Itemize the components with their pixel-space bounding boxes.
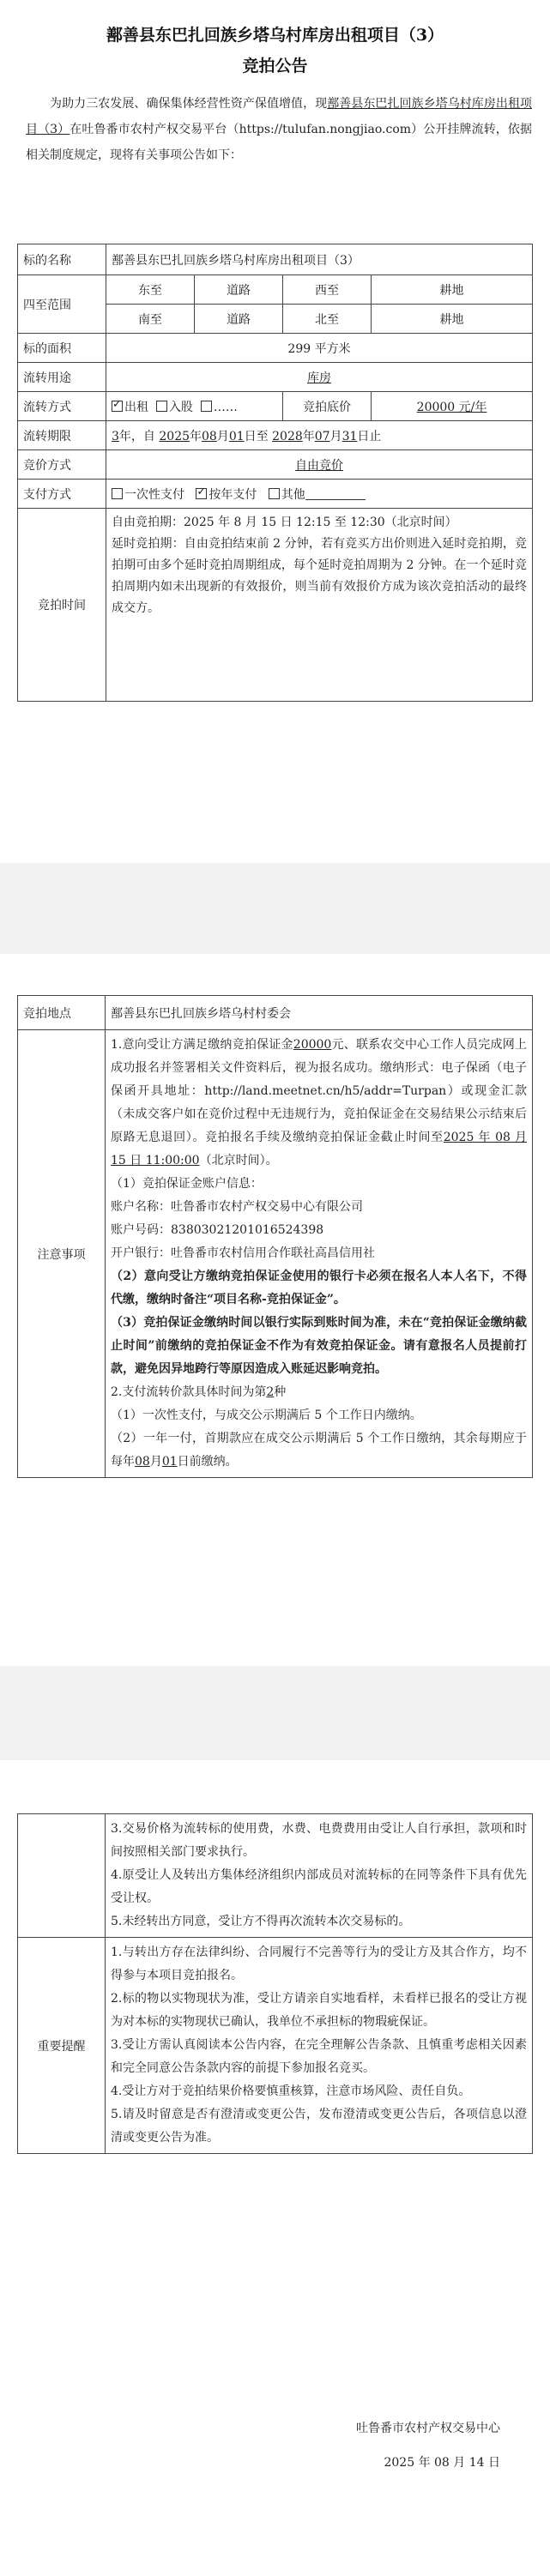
label-notes: 注意事项 (18, 1030, 106, 1478)
notes-table (17, 995, 533, 1478)
bid-place-value: 鄯善县东巴扎回族乡塔乌村村委会 (106, 996, 533, 1030)
note-deposit-time: （3）竞拍保证金缴纳时间以银行实际到账时间为准，未在“竞拍保证金缴纳截止时间”前缴纳的竞拍保证金不作为有效竞拍保证金。请有意报名人员提前打款，避免因异地跨行等原因造成入账延迟影响竞拍。 (111, 1316, 527, 1376)
account-title: （1）竞拍保证金账户信息： (111, 1177, 263, 1191)
notice-title: 鄯善县东巴扎回族乡塔乌村库房出租项目（3） (106, 26, 444, 45)
pay-other-checkbox (269, 488, 280, 499)
base-price-value: 20000 元/年 (372, 392, 533, 421)
notice-subtitle: 竞拍公告 (242, 57, 308, 75)
area-value: 299 平方米 (106, 334, 533, 363)
free-bid-period: 自由竞拍期：2025 年 8 月 15 日 12:15 至 12:30（北京时间） (112, 516, 457, 529)
west-label: 西至 (283, 275, 372, 305)
payment-options: 一次性支付 ✓ 按年支付 其他 (106, 480, 533, 509)
reminder-content (106, 1938, 533, 2154)
reminder-3: 3.受让方需认真阅读本公告内容，在完全理解公告条款、且慎重考虑相关因素和完全同意公告条款内容的前提下参加报名竞买。 (111, 2038, 527, 2075)
account-name: 账户名称：吐鲁番市农村产权交易中心有限公司 (111, 1200, 363, 1214)
note-4: 4.原受让人及转出方集体经济组织内部成员对流转标的在同等条件下具有优先受让权。 (111, 1868, 527, 1905)
pay-once-checkbox (112, 488, 123, 499)
bid-time-value (106, 509, 533, 702)
page-gap (0, 863, 550, 954)
pay-yearly-checkbox (196, 488, 207, 499)
term-value: 3年，自 2025年08月01日至 2028年07月31日止 (106, 421, 533, 450)
intro-paragraph: 为助力三农发展、确保集体经营性资产保值增值，现鄯善县东巴扎回族乡塔乌村库房出租项目（3）在吐鲁番市农村产权交易平台（https://tulufan.nongjiao.com）公开挂牌流转，依据相关制度规定，现将有关事项公告如下： (26, 97, 533, 162)
label-base-price: 竞拍底价 (283, 392, 372, 421)
south-label: 南至 (106, 305, 195, 334)
reminder-2: 2.标的物以实物现状为准，受让方请亲自实地看样，未看样已报名的受让方视为对本标的实物现状已确认，我单位不承担标的物瑕疵保证。 (111, 1992, 527, 2029)
issuer-name: 吐鲁番市农村产权交易中心 (356, 2422, 500, 2435)
mode-share-checkbox (156, 401, 167, 412)
label-bid-mode: 竞价方式 (18, 450, 106, 480)
label-bid-place: 竞拍地点 (18, 996, 106, 1030)
notes-continued (106, 1814, 533, 1938)
north-value: 耕地 (372, 305, 533, 334)
reminder-5: 5.请及时留意是否有澄清或变更公告，发布澄清或变更公告后，各项信息以澄清或变更公告为准。 (111, 2108, 527, 2145)
label-bid-time: 竞拍时间 (18, 509, 106, 702)
note-2-option-2: （2）一年一付，首期款应在成交公示期满后 5 个工作日缴纳，其余每期应于每年08月01日前缴纳。 (111, 1432, 527, 1469)
label-use: 流转用途 (18, 363, 106, 392)
label-mode: 流转方式 (18, 392, 106, 421)
bid-mode-value: 自由竞价 (106, 450, 533, 480)
label-term: 流转期限 (18, 421, 106, 450)
note-3: 3.交易价格为流转标的使用费，水费、电费费用由受让人自行承担，款项和时间按照相关部门要求执行。 (111, 1822, 527, 1859)
reminder-1: 1.与转出方存在法律纠纷、合同履行不完善等行为的受让方及其合作方，均不得参与本项目竞拍报名。 (111, 1946, 527, 1982)
page-2 (0, 954, 550, 1666)
page-1 (0, 0, 550, 863)
account-number: 账户号码：83803021201016524398 (111, 1223, 324, 1237)
label-payment: 支付方式 (18, 480, 106, 509)
east-label: 东至 (106, 275, 195, 305)
label-boundaries: 四至范围 (18, 275, 106, 334)
north-label: 北至 (283, 305, 372, 334)
issue-date: 2025 年 08 月 14 日 (384, 2456, 500, 2470)
note-2-option-1: （1）一次性支付，与成交公示期满后 5 个工作日内缴纳。 (111, 1409, 422, 1422)
account-bank: 开户银行：吐鲁番市农村信用合作联社高昌信用社 (111, 1246, 375, 1260)
target-name: 鄯善县东巴扎回族乡塔乌村库房出租项目（3） (106, 244, 533, 275)
info-table (17, 244, 533, 702)
reminder-4: 4.受让方对于竞拍结果价格要慎重核算，注意市场风险、责任自负。 (111, 2084, 471, 2098)
use-value: 库房 (106, 363, 533, 392)
label-target-name: 标的名称 (18, 244, 106, 275)
mode-other-checkbox (201, 401, 212, 412)
note-bank-card: （2）意向受让方缴纳竞拍保证金使用的银行卡必须在报名人本人名下，不得代缴，缴纳时备注“项目名称-竞拍保证金”。 (111, 1270, 527, 1306)
mode-rent-checkbox (112, 401, 123, 412)
note-2: 2.支付流转价款具体时间为第2种 (111, 1385, 287, 1399)
mode-options: ✓ 出租 入股 …… (106, 392, 283, 421)
page-gap (0, 1666, 550, 1760)
reminder-table (17, 1813, 533, 2154)
south-value: 道路 (195, 305, 283, 334)
label-reminder: 重要提醒 (18, 1938, 106, 2154)
east-value: 道路 (195, 275, 283, 305)
west-value: 耕地 (372, 275, 533, 305)
notes-content (106, 1030, 533, 1478)
extended-bid-period: 延时竞拍期：自由竞拍结束前 2 分钟，若有竞买方出价则进入延时竞拍期，竞拍期可由多个延时竞拍周期组成，每个延时竞拍周期为 2 分钟。在一个延时竞拍周期内如未出现新的有效报价，则当前有效报价方成为该次竞拍活动的最终成交方。 (112, 537, 528, 615)
label-area: 标的面积 (18, 334, 106, 363)
note-5: 5.未经转出方同意，受让方不得再次流转本次交易标的。 (111, 1915, 411, 1928)
page-3 (0, 1760, 550, 2576)
note-1: 1.意向受让方满足缴纳竞拍保证金20000元、联系农交中心工作人员完成网上成功报名并签署相关文件资料后，视为报名成功。缴纳形式：电子保函（电子保函开具地址：http://land.meetnet.cn/h5/addr=Turpan）或现金汇款（未成交客户如在竞价过程中无违规行为，竞拍保证金在交易结果公示结束后原路无息退回）。竞拍报名手续及缴纳竞拍保证金截止时间至2025 年 08 月 15 日 11:00:00（北京时间）。 (111, 1038, 528, 1167)
project-name-link: 鄯善县东巴扎回族乡塔乌村库房出租项目（3） (26, 97, 533, 136)
